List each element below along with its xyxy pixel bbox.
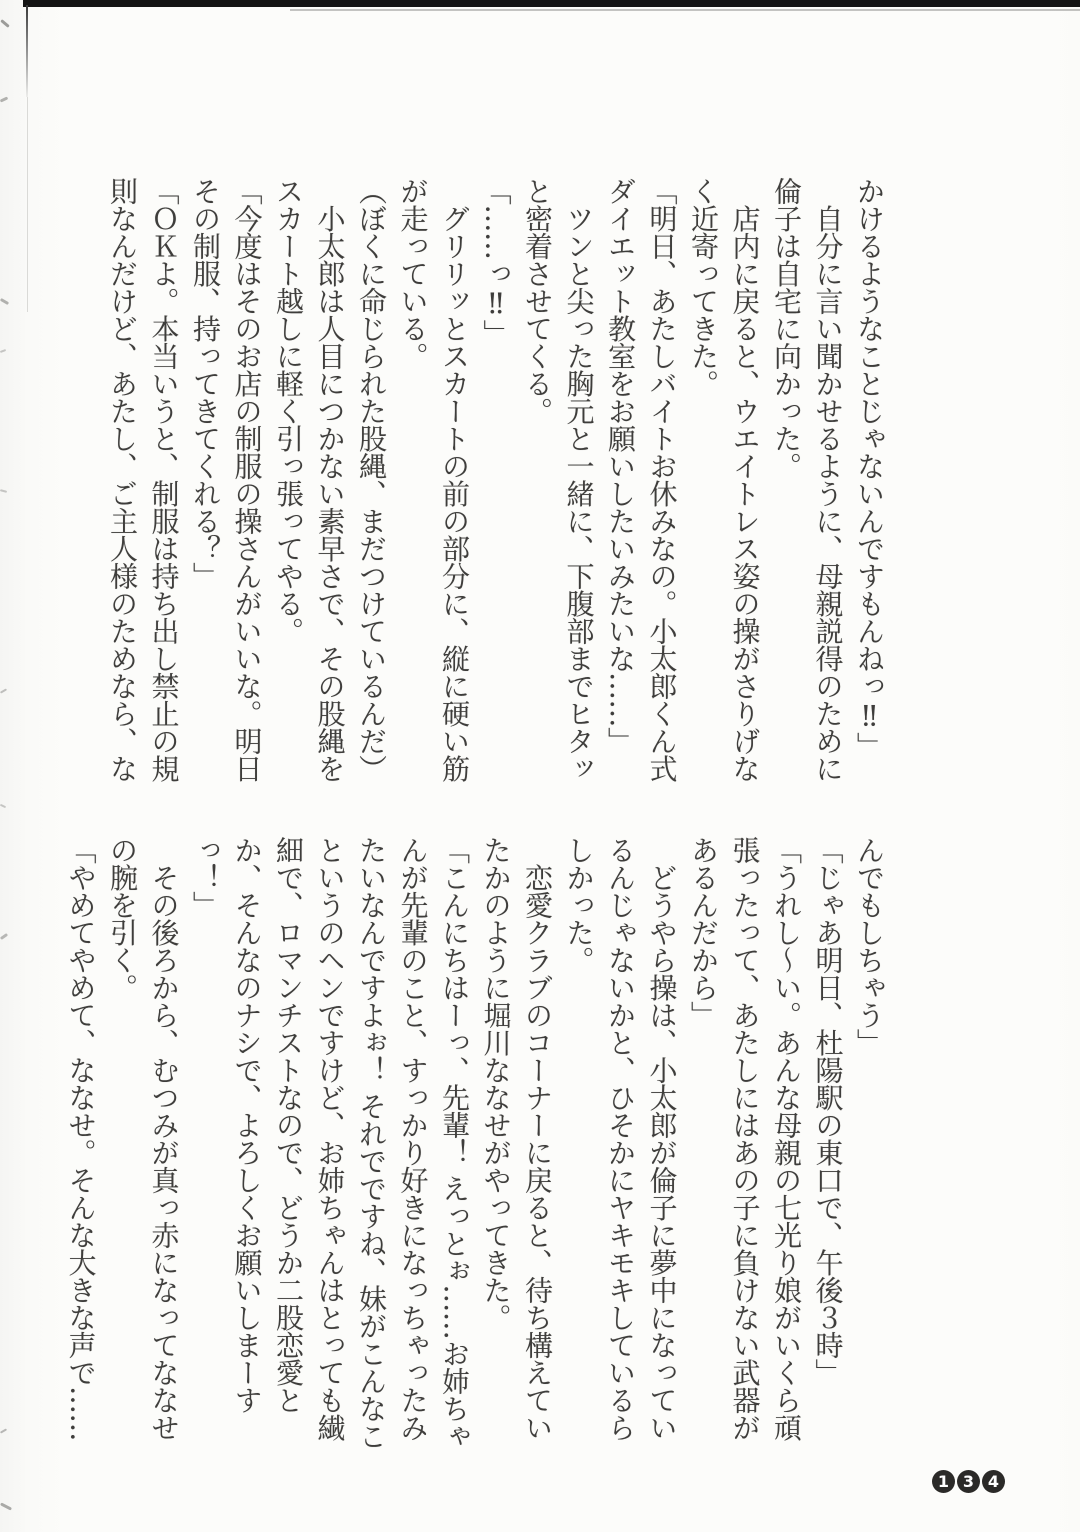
scan-top-edge-line xyxy=(23,0,1080,7)
scan-edge-smudge xyxy=(0,1502,12,1510)
paragraph-line: 「こんにちはーっ、先輩！ えっとぉ……お姉ちゃんが先輩のこと、すっかり好きになっちゃったみたいなんですよぉ！ それでですね、妹がこんなこというのヘンですけど、お姉ちゃんはとっても繊細で、ロマンチストなので、どうか二股恋愛とか、そんなのナシで、よろしくお願いしまーすっ！」 xyxy=(189,836,471,1450)
paragraph-line: 恋愛クラブのコーナーに戻ると、待ち構えていたかのように堀川ななせがやってきた。 xyxy=(479,836,554,1441)
paragraph-line: グリリッとスカートの前の部分に、縦に硬い筋が走っている。 xyxy=(396,177,471,782)
paragraph-line: 「うれし〜い。あんな母親の七光り娘がいくら頑張ったって、あたしにはあの子に負けない武器があるんだから」 xyxy=(687,836,803,1441)
scan-edge-smudge xyxy=(0,489,7,493)
paragraph-line: （ぼくに命じられた股縄、まだつけているんだ） xyxy=(355,177,388,782)
scan-top-faint-line xyxy=(290,9,1080,11)
scan-edge-smudge xyxy=(0,349,6,353)
scan-left-edge-line xyxy=(26,5,28,97)
paragraph-line: 「……っ‼」 xyxy=(479,177,513,347)
paragraph-line: んでもしちゃう」 xyxy=(853,836,886,1056)
paragraph-line: どうやら操は、小太郎が倫子に夢中になっているんじゃないかと、ひそかにヤキモキしているらしかった。 xyxy=(562,836,679,1441)
scan-edge-smudge xyxy=(0,688,7,693)
paragraph-line: その後ろから、むつみが真っ赤になってななせの腕を引く。 xyxy=(106,836,181,1441)
page-number-digit-circle: 4 xyxy=(982,1470,1005,1493)
paragraph-line: 「明日、あたしバイトお休みなの。小太郎くん式ダイエット教室をお願いしたいみたいな……」 xyxy=(604,177,679,782)
paragraph-line: 「じゃあ明日、杜陽駅の東口で、午後３時」 xyxy=(811,836,845,1386)
text-tier-bottom xyxy=(64,836,890,1463)
scan-edge-smudge xyxy=(0,1428,7,1433)
paragraph-line: 店内に戻ると、ウエイトレス姿の操がさりげなく近寄ってきた。 xyxy=(687,177,762,782)
paragraph-line: 小太郎は人目につかない素早さで、その股縄をスカート越しに軽く引っ張ってやる。 xyxy=(272,177,347,782)
paragraph-line: 「ＯＫよ。本当いうと、制服は持ち出し禁止の規則なんだけど、あたし、ご主人様のためなら、な xyxy=(106,177,181,782)
page-number-digit-circle: 1 xyxy=(932,1470,955,1493)
paragraph-line: 「やめてやめて、ななせ。そんな大きな声で…… xyxy=(64,836,98,1441)
page-number-digit-circle: 3 xyxy=(957,1470,980,1493)
text-tier-top xyxy=(100,177,890,804)
scan-edge-smudge xyxy=(0,804,6,808)
scan-edge-smudge xyxy=(0,96,8,102)
paragraph-line: 「今度はそのお店の制服の操さんがいいな。明日その制服、持ってきてくれる？」 xyxy=(189,177,264,782)
paragraph-line: かけるようなことじゃないんですもんねっ‼」 xyxy=(853,177,886,760)
scan-edge-smudge xyxy=(0,298,9,305)
paragraph-line: 自分に言い聞かせるように、母親説得のために倫子は自宅に向かった。 xyxy=(770,177,845,782)
paragraph-line: ツンと尖った胸元と一緒に、下腹部までヒタッと密着させてくる。 xyxy=(521,177,596,782)
scan-edge-smudge xyxy=(0,19,10,28)
page-number xyxy=(932,1470,1005,1493)
scan-edge-smudge xyxy=(0,933,8,940)
scan-left-edge-faint-line xyxy=(27,97,28,312)
